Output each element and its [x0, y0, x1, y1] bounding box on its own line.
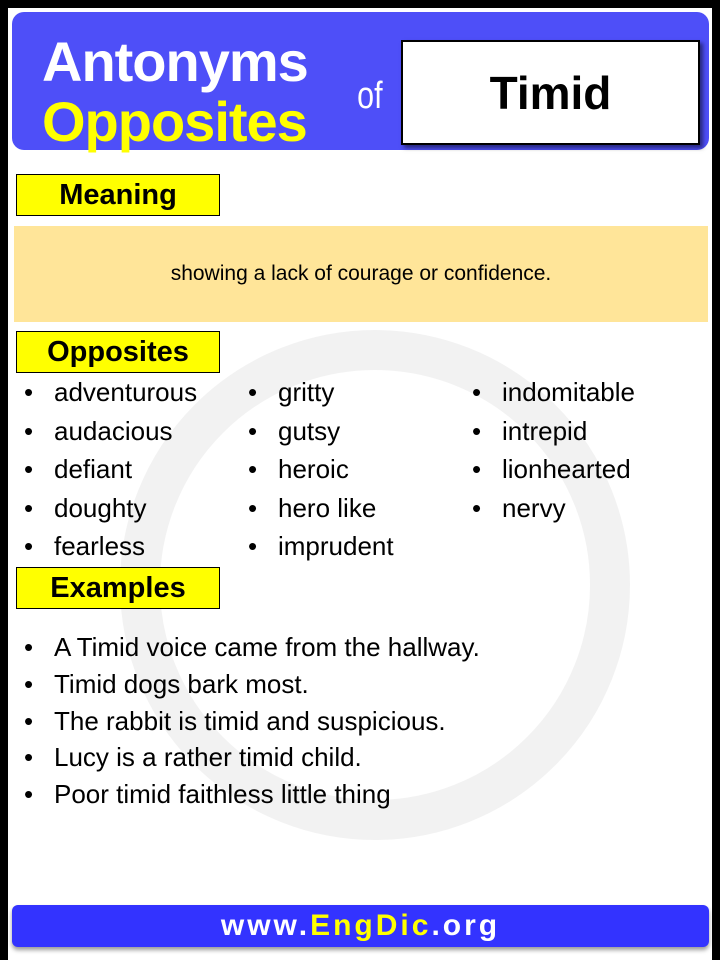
- opposites-column-3: [472, 373, 635, 527]
- example-item: • A Timid voice came from the hallway.: [24, 629, 480, 666]
- header-banner: [12, 12, 709, 153]
- example-item: • Timid dogs bark most.: [24, 666, 480, 703]
- opposite-item: • hero like: [248, 489, 394, 528]
- footer-suffix: .org: [431, 909, 501, 942]
- meaning-text: showing a lack of courage or confidence.: [14, 226, 708, 322]
- title-antonyms: Antonyms: [42, 30, 308, 93]
- opposite-item: • fearless: [24, 527, 197, 566]
- examples-list: [24, 629, 480, 813]
- opposites-column-1: [24, 373, 197, 566]
- opposite-item: • imprudent: [248, 527, 394, 566]
- headword-box: Timid: [401, 40, 700, 145]
- opposite-item: • gutsy: [248, 412, 394, 451]
- opposite-item: • defiant: [24, 450, 197, 489]
- opposite-item: • intrepid: [472, 412, 635, 451]
- opposite-item: • nervy: [472, 489, 635, 528]
- footer-prefix: www.: [220, 909, 311, 942]
- example-item: • Poor timid faithless little thing: [24, 776, 480, 813]
- example-item: • Lucy is a rather timid child.: [24, 739, 480, 776]
- opposite-item: • adventurous: [24, 373, 197, 412]
- footer-website-link[interactable]: [12, 905, 709, 947]
- opposites-label: Opposites: [16, 331, 220, 373]
- opposite-item: • lionhearted: [472, 450, 635, 489]
- examples-label: Examples: [16, 567, 220, 609]
- opposite-item: • audacious: [24, 412, 197, 451]
- title-of: of: [357, 75, 383, 117]
- opposite-item: • gritty: [248, 373, 394, 412]
- title-opposites: Opposites: [42, 90, 307, 153]
- footer-brand: EngDic: [310, 909, 432, 942]
- opposite-item: • heroic: [248, 450, 394, 489]
- opposite-item: • indomitable: [472, 373, 635, 412]
- opposite-item: • doughty: [24, 489, 197, 528]
- example-item: • The rabbit is timid and suspicious.: [24, 703, 480, 740]
- meaning-label: Meaning: [16, 174, 220, 216]
- opposites-column-2: [248, 373, 394, 566]
